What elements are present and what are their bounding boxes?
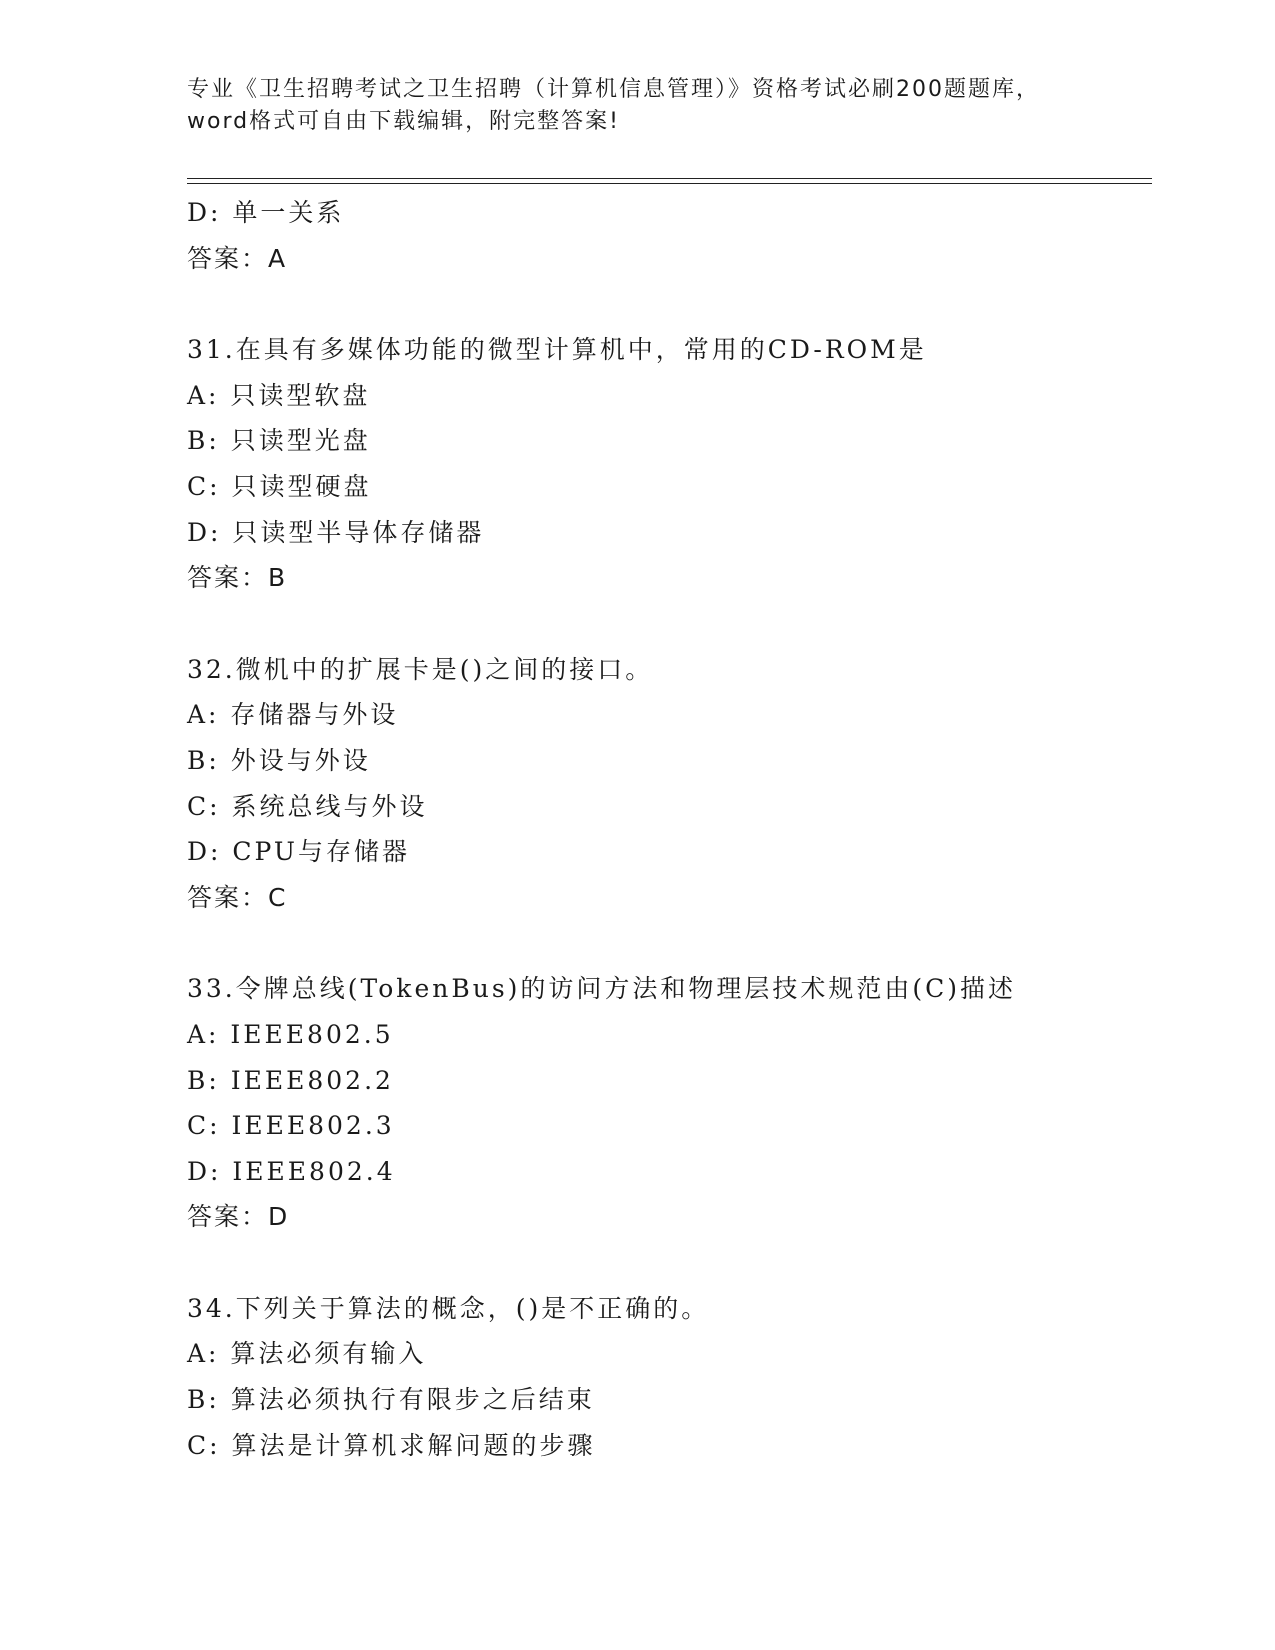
option-c: C: 算法是计算机求解问题的步骤 <box>187 1430 596 1460</box>
answer: 答案：A <box>187 243 288 273</box>
option-c: C: 只读型硬盘 <box>187 471 372 501</box>
header-title-line-1: 专业《卫生招聘考试之卫生招聘（计算机信息管理）》资格考试必刷200题题库， <box>187 77 1040 102</box>
document-page <box>187 0 1147 1650</box>
header-title-line-2: word格式可自由下载编辑，附完整答案! <box>187 109 620 134</box>
option-a: A: IEEE802.5 <box>187 1019 394 1049</box>
question-stem: 31.在具有多媒体功能的微型计算机中，常用的CD-ROM是 <box>187 335 927 365</box>
previous-question-tail <box>187 190 1147 281</box>
option-d: D: CPU与存储器 <box>187 837 410 867</box>
question-32 <box>187 647 1147 921</box>
document-header <box>187 74 1107 138</box>
option-a: A: 只读型软盘 <box>187 380 371 410</box>
question-34 <box>187 1286 1147 1468</box>
option-b: B: IEEE802.2 <box>187 1065 394 1095</box>
option-b: B: 算法必须执行有限步之后结束 <box>187 1385 595 1415</box>
question-33 <box>187 966 1147 1240</box>
option-c: C: IEEE802.3 <box>187 1111 395 1141</box>
option-a: A: 存储器与外设 <box>187 700 399 730</box>
option-d: D: 单一关系 <box>187 198 345 227</box>
question-stem: 34.下列关于算法的概念，()是不正确的。 <box>187 1293 710 1323</box>
option-d: D: IEEE802.4 <box>187 1156 396 1186</box>
option-a: A: 算法必须有输入 <box>187 1339 427 1369</box>
option-b: B: 外设与外设 <box>187 745 371 775</box>
option-d: D: 只读型半导体存储器 <box>187 517 485 547</box>
header-divider <box>187 178 1152 184</box>
answer: 答案：C <box>187 882 288 912</box>
question-stem: 32.微机中的扩展卡是()之间的接口。 <box>187 654 654 684</box>
option-c: C: 系统总线与外设 <box>187 791 428 821</box>
question-list <box>187 190 1147 1468</box>
answer: 答案：D <box>187 1202 290 1232</box>
option-b: B: 只读型光盘 <box>187 426 371 456</box>
question-31 <box>187 327 1147 601</box>
answer: 答案：B <box>187 563 288 593</box>
question-stem: 33.令牌总线(TokenBus)的访问方法和物理层技术规范由(C)描述 <box>187 974 1017 1004</box>
